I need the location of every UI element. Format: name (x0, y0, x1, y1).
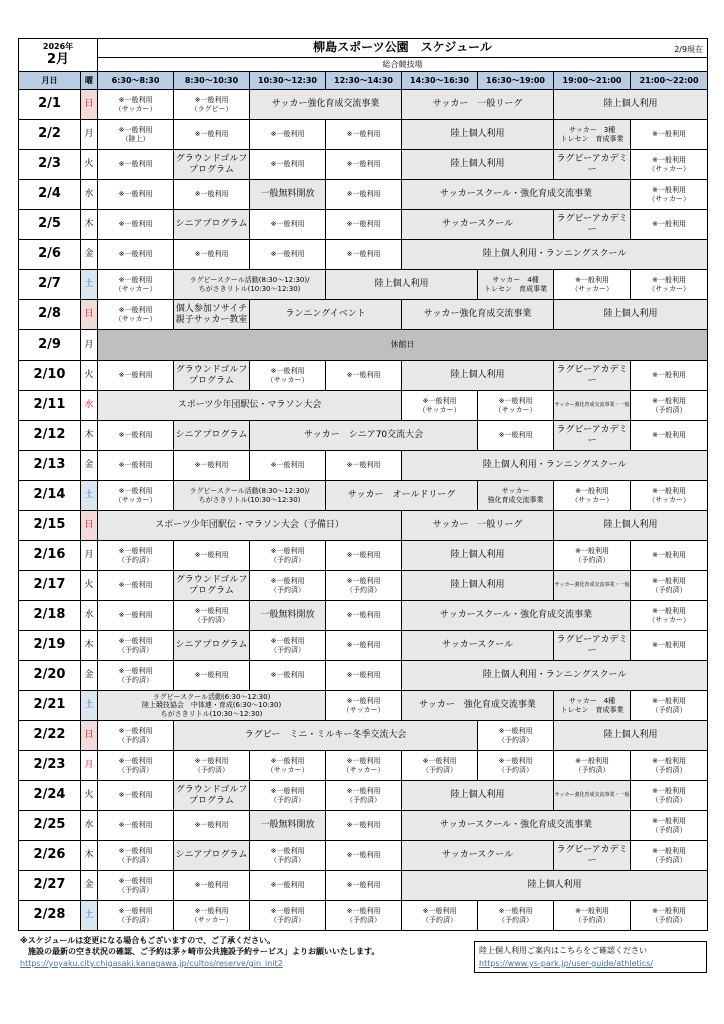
schedule-cell: サッカー オールドリーグ (326, 481, 478, 511)
table-row (19, 511, 708, 541)
schedule-cell: ※一般利用 （予約済） (631, 781, 708, 811)
schedule-cell: ※一般利用 (174, 120, 250, 150)
row-weekday: 月 (81, 541, 98, 571)
footer-note-2: 施設の最新の空き状況の確認、ご予約は茅ヶ崎市公共施設予約サービス」よりお願いいたします。 (20, 947, 380, 956)
table-row (19, 210, 708, 240)
table-row (19, 601, 708, 631)
row-date: 2/24 (19, 781, 81, 811)
row-weekday: 木 (81, 210, 98, 240)
schedule-cell: ※一般利用 （予約済） (98, 661, 174, 691)
column-header-slot: 21:00～22:00 (631, 72, 708, 90)
schedule-cell: 陸上個人利用 (402, 150, 554, 180)
schedule-cell: サッカー シニア70交流大会 (250, 421, 478, 451)
row-weekday: 木 (81, 841, 98, 871)
schedule-cell: ※一般利用 (250, 150, 326, 180)
schedule-cell: サッカー 一般リーグ (402, 90, 554, 120)
schedule-cell: シニアプログラム (174, 210, 250, 240)
schedule-cell: ※一般利用 （サッカー） (98, 270, 174, 300)
schedule-cell: シニアプログラム (174, 841, 250, 871)
schedule-cell: ※一般利用 (250, 240, 326, 270)
schedule-cell: ※一般利用 （予約済） (478, 751, 554, 781)
row-weekday: 木 (81, 631, 98, 661)
column-header-slot: 19:00～21:00 (554, 72, 631, 90)
page-title: 柳島スポーツ公園 スケジュール (313, 40, 492, 55)
schedule-cell: ※一般利用 (174, 541, 250, 571)
schedule-cell: 一般無料開放 (250, 180, 326, 210)
table-row (19, 361, 708, 391)
schedule-cell: グラウンドゴルフ プログラム (174, 150, 250, 180)
schedule-cell: ※一般利用 （サッカー） (174, 901, 250, 931)
info-text: 陸上個人利用ご案内はこちらをご確認ください (479, 946, 647, 955)
table-row (19, 571, 708, 601)
schedule-cell: ※一般利用 （予約済） (250, 631, 326, 661)
row-weekday: 土 (81, 901, 98, 931)
row-date: 2/2 (19, 120, 81, 150)
schedule-cell: 陸上個人利用 (554, 300, 708, 330)
schedule-cell: ※一般利用 (326, 210, 402, 240)
schedule-table (18, 38, 708, 931)
row-date: 2/28 (19, 901, 81, 931)
schedule-cell: ※一般利用 (631, 120, 708, 150)
schedule-cell: 陸上個人利用 (554, 721, 708, 751)
schedule-cell: ※一般利用 (250, 210, 326, 240)
schedule-cell: ※一般利用 (326, 841, 402, 871)
table-row (19, 391, 708, 421)
schedule-cell: ※一般利用 （予約済） (631, 391, 708, 421)
as-of-date: 2/9現在 (674, 45, 704, 54)
schedule-cell: ラグビーアカデミー (554, 841, 631, 871)
schedule-cell: ※一般利用 （サッカー） (631, 481, 708, 511)
schedule-cell: ※一般利用 （サッカー） (326, 691, 402, 721)
row-weekday: 火 (81, 361, 98, 391)
schedule-cell: ※一般利用 （予約済） (554, 541, 631, 571)
schedule-cell: 陸上個人利用 (402, 120, 554, 150)
schedule-cell: ※一般利用 （サッカー） (98, 300, 174, 330)
schedule-cell: ※一般利用 （予約済） (631, 751, 708, 781)
row-weekday: 土 (81, 270, 98, 300)
schedule-cell: ※一般利用 (326, 631, 402, 661)
schedule-cell: 一般無料開放 (250, 811, 326, 841)
schedule-cell: ※一般利用 (174, 811, 250, 841)
row-date: 2/17 (19, 571, 81, 601)
schedule-cell: 陸上個人利用 (554, 90, 708, 120)
schedule-cell: ※一般利用 （サッカー） (631, 601, 708, 631)
schedule-cell: 陸上個人利用・ランニングスクール (402, 451, 708, 481)
row-date: 2/15 (19, 511, 81, 541)
schedule-cell: ※一般利用 （予約済） (402, 751, 478, 781)
row-weekday: 月 (81, 751, 98, 781)
column-header-row (19, 72, 708, 90)
row-weekday: 水 (81, 180, 98, 210)
row-date: 2/18 (19, 601, 81, 631)
column-header-slot: 12:30～14:30 (326, 72, 402, 90)
table-row (19, 180, 708, 210)
schedule-cell: ※一般利用 (98, 210, 174, 240)
row-weekday: 金 (81, 240, 98, 270)
row-date: 2/3 (19, 150, 81, 180)
schedule-cell: シニアプログラム (174, 421, 250, 451)
schedule-cell: サッカー 一般リーグ (402, 511, 554, 541)
schedule-cell: ※一般利用 (326, 180, 402, 210)
schedule-cell: ※一般利用 （予約済） (631, 811, 708, 841)
schedule-cell: ※一般利用 (250, 451, 326, 481)
schedule-cell: ※一般利用 (174, 180, 250, 210)
schedule-cell: ※一般利用 （予約済） (402, 901, 478, 931)
table-row (19, 781, 708, 811)
schedule-cell: 陸上個人利用 (402, 871, 708, 901)
schedule-cell: ※一般利用 （予約済） (250, 841, 326, 871)
schedule-cell: ※一般利用 （サッカー） (250, 751, 326, 781)
title-cell (98, 39, 708, 58)
schedule-cell: ※一般利用 (478, 421, 554, 451)
schedule-cell: ※一般利用 (250, 871, 326, 901)
table-row (19, 90, 708, 120)
column-header-dow: 曜 (81, 72, 98, 90)
column-header-slot: 14:30～16:30 (402, 72, 478, 90)
schedule-cell: 陸上個人利用・ランニングスクール (402, 661, 708, 691)
column-header-date: 月日 (19, 72, 81, 90)
schedule-cell: ※一般利用 （予約済） (326, 781, 402, 811)
schedule-cell: ※一般利用 （予約済） (250, 571, 326, 601)
schedule-cell: 陸上個人利用 (402, 361, 554, 391)
table-row (19, 451, 708, 481)
row-weekday: 水 (81, 811, 98, 841)
schedule-cell: サッカースクール (402, 631, 554, 661)
schedule-cell: ※一般利用 （予約済） (250, 541, 326, 571)
row-weekday: 日 (81, 511, 98, 541)
schedule-cell: ※一般利用 (98, 571, 174, 601)
row-date: 2/4 (19, 180, 81, 210)
schedule-cell: ※一般利用 （予約済） (174, 601, 250, 631)
schedule-cell: ※一般利用 (631, 541, 708, 571)
row-date: 2/14 (19, 481, 81, 511)
row-weekday: 金 (81, 871, 98, 901)
table-row (19, 481, 708, 511)
table-row (19, 330, 708, 361)
athletics-guide-link[interactable]: https://www.ys-park.jp/user-guide/athletics/ (479, 959, 654, 968)
schedule-cell: サッカースクール (402, 841, 554, 871)
table-row (19, 300, 708, 330)
schedule-cell: ※一般利用 (174, 661, 250, 691)
schedule-cell: ※一般利用 （陸上） (98, 120, 174, 150)
schedule-cell: ※一般利用 （サッカー） (250, 361, 326, 391)
schedule-cell: ※一般利用 (631, 361, 708, 391)
schedule-cell: スポーツ少年団駅伝・マラソン大会 (98, 391, 402, 421)
schedule-cell: ※一般利用 （ラグビー） (174, 90, 250, 120)
row-weekday: 日 (81, 90, 98, 120)
row-weekday: 日 (81, 300, 98, 330)
schedule-cell: ※一般利用 (631, 421, 708, 451)
row-weekday: 土 (81, 691, 98, 721)
schedule-cell: ※一般利用 （サッカー） (631, 270, 708, 300)
row-date: 2/22 (19, 721, 81, 751)
column-header-slot: 8:30～10:30 (174, 72, 250, 90)
row-weekday: 木 (81, 421, 98, 451)
schedule-cell: ※一般利用 (326, 871, 402, 901)
schedule-cell: グラウンドゴルフ プログラム (174, 571, 250, 601)
schedule-cell: サッカー強化育成交流事業 (402, 300, 554, 330)
table-row (19, 240, 708, 270)
row-date: 2/8 (19, 300, 81, 330)
schedule-cell: ※一般利用 （予約済） (98, 631, 174, 661)
schedule-cell: ※一般利用 (98, 811, 174, 841)
row-date: 2/12 (19, 421, 81, 451)
schedule-cell: サッカースクール・強化育成交流事業 (402, 180, 631, 210)
schedule-cell: ※一般利用 (98, 451, 174, 481)
schedule-cell: ※一般利用 （予約済） (554, 751, 631, 781)
schedule-cell: 休館日 (98, 330, 708, 361)
table-row (19, 421, 708, 451)
schedule-cell: 陸上個人利用・ランニングスクール (402, 240, 708, 270)
row-date: 2/10 (19, 361, 81, 391)
row-weekday: 火 (81, 571, 98, 601)
table-row (19, 811, 708, 841)
schedule-cell: サッカースクール・強化育成交流事業 (402, 601, 631, 631)
schedule-cell: ※一般利用 (326, 601, 402, 631)
row-date: 2/11 (19, 391, 81, 421)
schedule-cell: スポーツ少年団駅伝・マラソン大会（予備日） (98, 511, 402, 541)
schedule-cell: ※一般利用 （サッカー） (98, 90, 174, 120)
schedule-cell: ※一般利用 (98, 781, 174, 811)
table-row (19, 120, 708, 150)
year-label: 2026年 (42, 42, 74, 52)
schedule-cell: 陸上個人利用 (554, 511, 708, 541)
schedule-cell: ラグビースクール活動(8:30～12:30)/ ちがさきリトル(10:30～12:30) (174, 270, 326, 300)
schedule-cell: ※一般利用 （予約済） (631, 691, 708, 721)
table-row (19, 691, 708, 721)
schedule-cell: ※一般利用 （予約済） (631, 901, 708, 931)
row-date: 2/9 (19, 330, 81, 361)
schedule-cell: ※一般利用 （予約済） (631, 841, 708, 871)
schedule-cell: ※一般利用 （予約済） (98, 541, 174, 571)
schedule-cell: ※一般利用 （予約済） (98, 841, 174, 871)
schedule-cell: ※一般利用 （予約済） (250, 781, 326, 811)
schedule-cell: 陸上個人利用 (402, 541, 554, 571)
row-weekday: 月 (81, 330, 98, 361)
schedule-cell: ラグビーアカデミー (554, 210, 631, 240)
schedule-cell: ※一般利用 (98, 240, 174, 270)
venue-label: 総合競技場 (98, 58, 708, 72)
schedule-cell: ※一般利用 (98, 361, 174, 391)
row-weekday: 月 (81, 120, 98, 150)
schedule-cell: ※一般利用 (326, 361, 402, 391)
schedule-cell: サッカースクール (402, 210, 554, 240)
footer-note-1: ※スケジュールは変更になる場合もございますので、ご了承ください。 (20, 936, 276, 945)
column-header-slot: 16:30～19:00 (478, 72, 554, 90)
table-row (19, 631, 708, 661)
schedule-cell: シニアプログラム (174, 631, 250, 661)
row-weekday: 火 (81, 781, 98, 811)
row-date: 2/27 (19, 871, 81, 901)
schedule-cell: ※一般利用 (326, 240, 402, 270)
row-date: 2/25 (19, 811, 81, 841)
schedule-cell: グラウンドゴルフ プログラム (174, 781, 250, 811)
schedule-cell: サッカー 強化育成交流事業 (402, 691, 554, 721)
schedule-cell: ※一般利用 （予約済） (478, 901, 554, 931)
row-date: 2/16 (19, 541, 81, 571)
schedule-cell: ※一般利用 （予約済） (174, 751, 250, 781)
schedule-cell: ※一般利用 （予約済） (631, 571, 708, 601)
row-weekday: 金 (81, 451, 98, 481)
row-weekday: 水 (81, 601, 98, 631)
row-date: 2/21 (19, 691, 81, 721)
schedule-cell: ※一般利用 （サッカー） (98, 481, 174, 511)
schedule-cell: ※一般利用 (98, 421, 174, 451)
schedule-cell: ※一般利用 (631, 210, 708, 240)
schedule-cell: 陸上個人利用 (326, 270, 478, 300)
row-date: 2/5 (19, 210, 81, 240)
schedule-cell: 一般無料開放 (250, 601, 326, 631)
row-weekday: 土 (81, 481, 98, 511)
row-date: 2/6 (19, 240, 81, 270)
schedule-cell: ランニングイベント (250, 300, 402, 330)
schedule-cell: ※一般利用 （サッカー） (402, 391, 478, 421)
schedule-cell: 陸上個人利用 (402, 571, 554, 601)
month-label: 2月 (46, 51, 70, 67)
schedule-cell: 個人参加ソサイチ 親子サッカー教室 (174, 300, 250, 330)
table-row (19, 751, 708, 781)
column-header-slot: 6:30～8:30 (98, 72, 174, 90)
table-row (19, 841, 708, 871)
schedule-cell: サッカー 強化育成交流事業 (478, 481, 554, 511)
schedule-cell: ※一般利用 (98, 150, 174, 180)
schedule-cell: ※一般利用 （サッカー） (554, 270, 631, 300)
schedule-cell: サッカー強化育成交流事業・一般 (554, 391, 631, 421)
schedule-cell: ラグビーアカデミー (554, 361, 631, 391)
schedule-cell: ※一般利用 (326, 661, 402, 691)
schedule-cell: ※一般利用 (98, 180, 174, 210)
schedule-cell: ※一般利用 (326, 120, 402, 150)
schedule-cell: ラグビーアカデミー (554, 421, 631, 451)
schedule-cell: ※一般利用 （予約済） (326, 571, 402, 601)
table-row (19, 721, 708, 751)
schedule-cell: ※一般利用 (250, 661, 326, 691)
schedule-cell: ※一般利用 （予約済） (98, 901, 174, 931)
table-row (19, 871, 708, 901)
schedule-cell: サッカー 3種 トレセン 育成事業 (554, 120, 631, 150)
schedule-cell: ※一般利用 (326, 451, 402, 481)
row-date: 2/13 (19, 451, 81, 481)
year-month-cell (19, 39, 98, 72)
schedule-cell: ※一般利用 (326, 811, 402, 841)
schedule-cell: ※一般利用 （予約済） (98, 751, 174, 781)
reservation-link[interactable]: https://yoyaku.city.chigasaki.kanagawa.jp/cultos/reserve/gin_init2 (20, 959, 283, 968)
schedule-cell: サッカースクール・強化育成交流事業 (402, 811, 631, 841)
table-row (19, 541, 708, 571)
schedule-cell: サッカー 4種 トレセン 育成事業 (478, 270, 554, 300)
schedule-cell: ラグビースクール活動(6:30～12:30) 陸上競技協会 中体連・育成(6:30～10:30) ちがさきリトル(10:30～12:30) (98, 691, 326, 721)
schedule-cell: ※一般利用 (98, 601, 174, 631)
schedule-cell: ラグビースクール活動(8:30～12:30)/ ちがさきリトル(10:30～12:30) (174, 481, 326, 511)
schedule-cell: サッカー強化育成交流事業・一般 (554, 571, 631, 601)
schedule-cell: ※一般利用 (174, 240, 250, 270)
column-header-slot: 10:30～12:30 (250, 72, 326, 90)
schedule-cell: ※一般利用 (174, 871, 250, 901)
schedule-cell: ラグビー ミニ・ミルキー冬季交流大会 (174, 721, 478, 751)
row-weekday: 火 (81, 150, 98, 180)
schedule-cell: ラグビーアカデミー (554, 150, 631, 180)
schedule-cell: ※一般利用 (250, 120, 326, 150)
schedule-cell: ※一般利用 （予約済） (98, 721, 174, 751)
schedule-cell: サッカー 4種 トレセン 育成事業 (554, 691, 631, 721)
schedule-cell: ※一般利用 （サッカー） (631, 180, 708, 210)
schedule-cell: ※一般利用 （サッカー） (478, 391, 554, 421)
row-date: 2/20 (19, 661, 81, 691)
schedule-cell: ※一般利用 (326, 541, 402, 571)
schedule-cell: サッカー強化育成交流事業 (250, 90, 402, 120)
schedule-cell: ※一般利用 （予約済） (250, 901, 326, 931)
schedule-cell: ※一般利用 （予約済） (98, 871, 174, 901)
row-date: 2/1 (19, 90, 81, 120)
schedule-cell: ラグビーアカデミー (554, 631, 631, 661)
row-weekday: 日 (81, 721, 98, 751)
schedule-cell: ※一般利用 （予約済） (478, 721, 554, 751)
info-box (474, 941, 707, 973)
row-date: 2/19 (19, 631, 81, 661)
row-weekday: 金 (81, 661, 98, 691)
table-row (19, 150, 708, 180)
table-row (19, 270, 708, 300)
row-date: 2/23 (19, 751, 81, 781)
schedule-cell: ※一般利用 （予約済） (554, 901, 631, 931)
schedule-cell: ※一般利用 （サッカー） (326, 751, 402, 781)
schedule-cell: ※一般利用 （サッカー） (631, 150, 708, 180)
schedule-cell: グラウンドゴルフ プログラム (174, 361, 250, 391)
schedule-cell: ※一般利用 （サッカー） (554, 481, 631, 511)
schedule-cell: サッカー強化育成交流事業・一般 (554, 781, 631, 811)
row-weekday: 水 (81, 391, 98, 421)
row-date: 2/7 (19, 270, 81, 300)
schedule-cell: ※一般利用 （予約済） (326, 901, 402, 931)
table-row (19, 901, 708, 931)
schedule-body (19, 39, 708, 931)
schedule-cell: ※一般利用 (631, 631, 708, 661)
schedule-cell: ※一般利用 (326, 150, 402, 180)
row-date: 2/26 (19, 841, 81, 871)
schedule-cell: ※一般利用 (174, 451, 250, 481)
schedule-cell: 陸上個人利用 (402, 781, 554, 811)
table-row (19, 661, 708, 691)
